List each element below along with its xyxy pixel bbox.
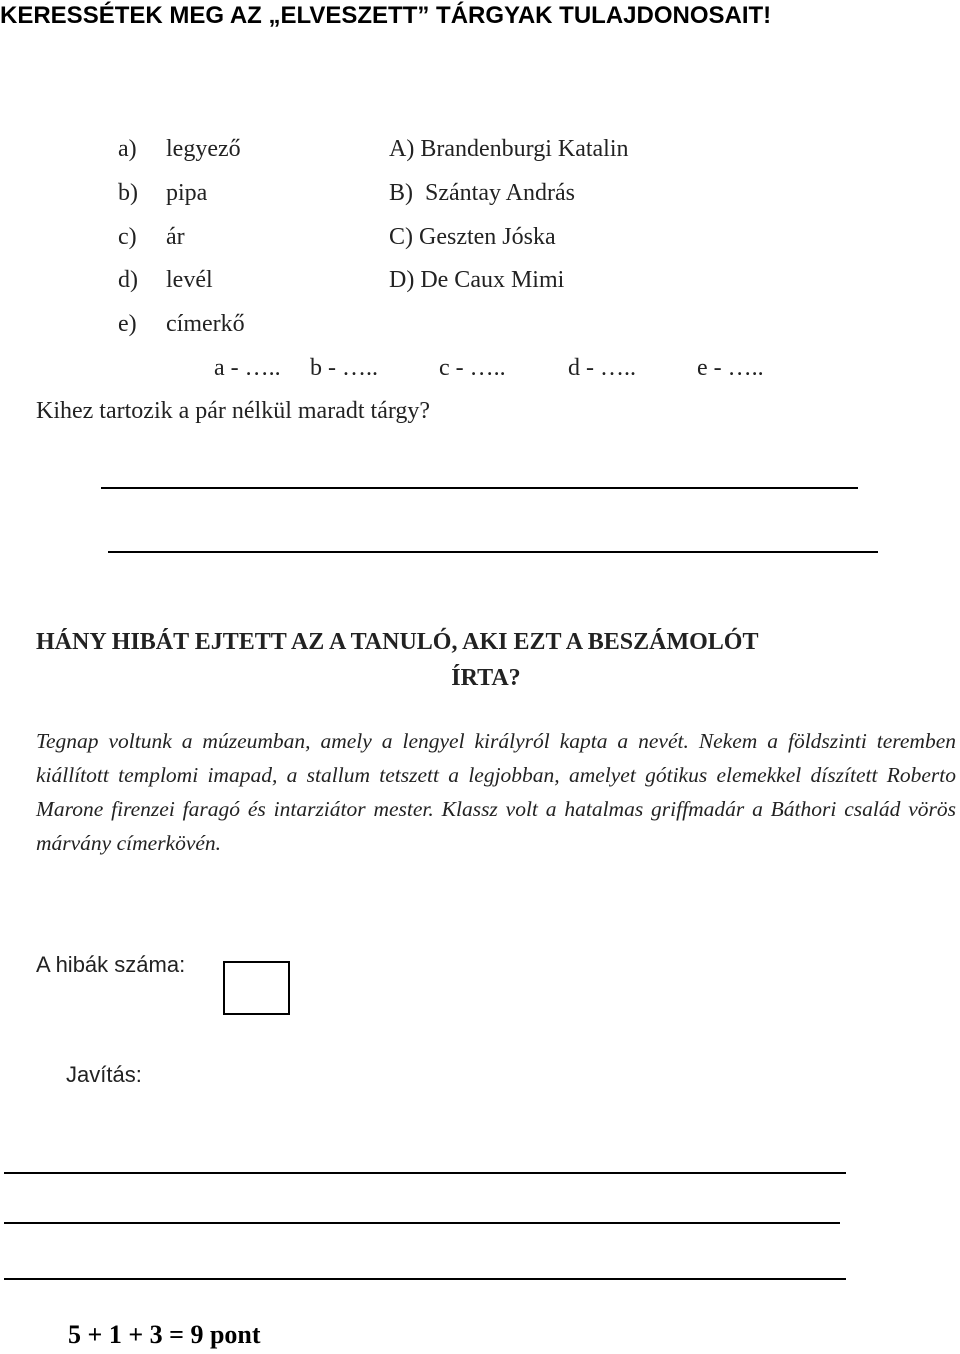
item-name-d: levél bbox=[166, 267, 213, 293]
owner-name-d: D) De Caux Mimi bbox=[389, 267, 565, 293]
answer-line[interactable] bbox=[101, 487, 858, 489]
leftover-question: Kihez tartozik a pár nélkül maradt tárgy? bbox=[36, 398, 431, 424]
owner-name-b: B) Szántay András bbox=[389, 180, 575, 206]
correction-line[interactable] bbox=[4, 1278, 846, 1280]
item-letter-e: e) bbox=[118, 311, 137, 337]
item-letter-b: b) bbox=[118, 180, 138, 206]
item-name-b: pipa bbox=[166, 180, 208, 206]
item-letter-a: a) bbox=[118, 136, 137, 162]
answer-slot-c[interactable]: c - ….. bbox=[439, 355, 506, 381]
answer-slot-b[interactable]: b - ….. bbox=[310, 355, 378, 381]
answer-slot-d[interactable]: d - ….. bbox=[568, 355, 636, 381]
item-name-e: címerkő bbox=[166, 311, 245, 337]
student-report-text: Tegnap voltunk a múzeumban, amely a lengyel királyról kapta a nevét. Nekem a földszinti teremben kiállított templomi imapad, a stallum tetszett a legjobban, amelyet gótikus elemekkel díszített Roberto Marone firenzei faragó és intarziátor mester. Klassz volt a hatalmas griffmadár a Báthori család vörös márvány címerkövén. bbox=[36, 729, 956, 855]
answer-line[interactable] bbox=[108, 551, 878, 553]
owner-name-c: C) Geszten Jóska bbox=[389, 224, 556, 250]
errors-count-box[interactable] bbox=[223, 961, 290, 1015]
points-total: 5 + 1 + 3 = 9 pont bbox=[68, 1320, 261, 1349]
item-letter-d: d) bbox=[118, 267, 138, 293]
answer-slot-a[interactable]: a - ….. bbox=[214, 355, 281, 381]
section-heading bbox=[36, 624, 936, 696]
correction-line[interactable] bbox=[4, 1222, 840, 1224]
item-name-a: legyező bbox=[166, 136, 241, 162]
item-name-c: ár bbox=[166, 224, 185, 250]
correction-label: Javítás: bbox=[66, 1062, 142, 1087]
item-letter-c: c) bbox=[118, 224, 137, 250]
correction-line[interactable] bbox=[4, 1172, 846, 1174]
owner-name-a: A) Brandenburgi Katalin bbox=[389, 136, 629, 162]
section-heading-line1: HÁNY HIBÁT EJTETT AZ A TANULÓ, AKI EZT A BESZÁMOLÓT bbox=[36, 629, 759, 655]
errors-count-label: A hibák száma: bbox=[36, 952, 186, 977]
page-title: KERESSÉTEK MEG AZ „ELVESZETT” TÁRGYAK TULAJDONOSAIT! bbox=[0, 2, 772, 29]
answer-slot-e[interactable]: e - ….. bbox=[697, 355, 764, 381]
section-heading-line2: ÍRTA? bbox=[451, 665, 521, 691]
